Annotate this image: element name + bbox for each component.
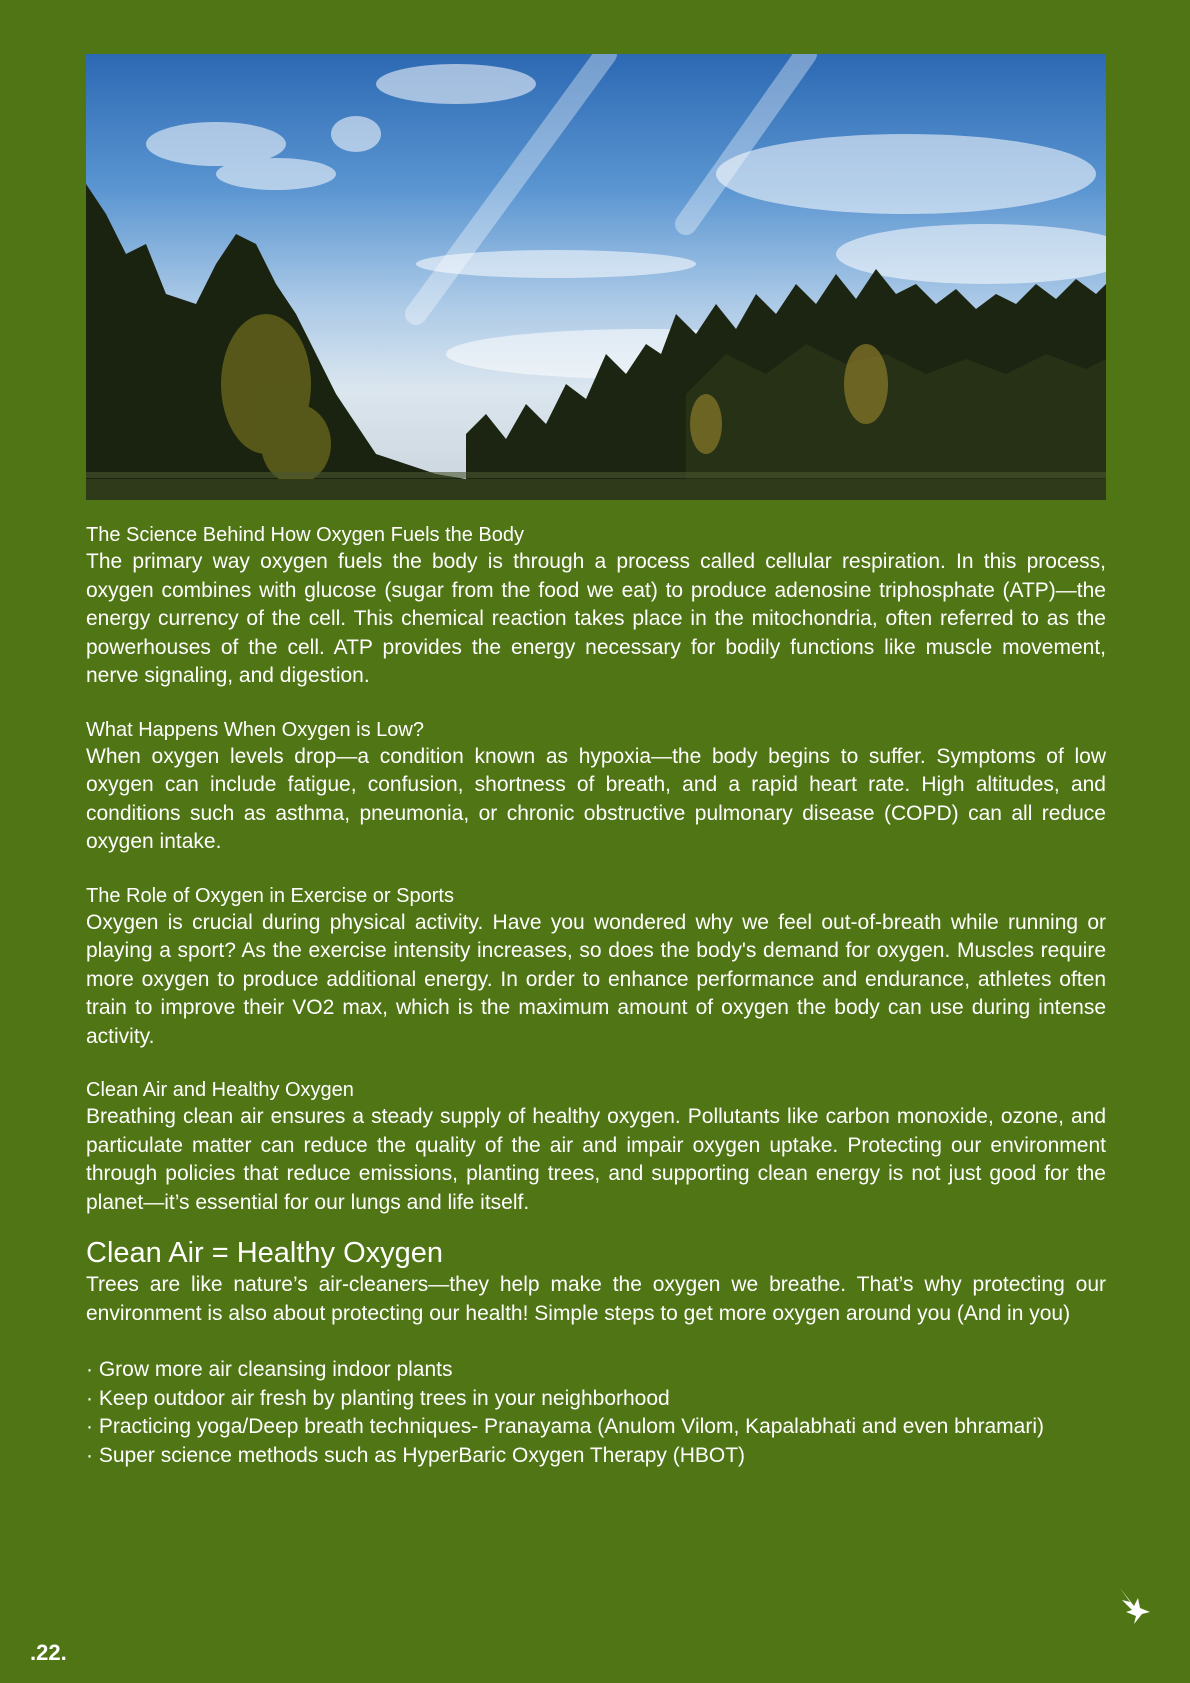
- list-item: · Practicing yoga/Deep breath techniques- Pranayama (Anulom Vilom, Kapalabhati and even bhramari): [86, 1415, 1044, 1438]
- tips-list: [86, 1356, 1106, 1470]
- section-paragraph: When oxygen levels drop—a condition known as hypoxia—the body begins to suffer. Symptoms of low oxygen can include fatigue, confusion, shortness of breath, and a rapid heart rate. High altitudes, and conditions such as asthma, pneumonia, or chronic obstructive pulmonary disease (COPD) can all reduce oxygen intake.: [86, 744, 1106, 853]
- article-body: [86, 522, 1106, 1470]
- list-item: · Keep outdoor air fresh by planting trees in your neighborhood: [86, 1386, 670, 1410]
- list-item: · Super science methods such as HyperBaric Oxygen Therapy (HBOT): [86, 1443, 746, 1467]
- section-paragraph: The primary way oxygen fuels the body is through a process called cellular respiration. In this process, oxygen combines with glucose (sugar from the food we eat) to produce adenosine triphosphate (ATP)—the energy currency of the cell. This chemical reaction takes place in the mitochondria, often referred to as the powerhouses of the cell. ATP provides the energy necessary for bodily functions like muscle movement, nerve signaling, and digestion.: [86, 550, 1106, 687]
- landscape-illustration: [86, 54, 1106, 500]
- section-cellular-respiration: [86, 522, 1106, 691]
- list-item: · Grow more air cleansing indoor plants: [86, 1358, 453, 1381]
- hero-photo: [86, 54, 1106, 500]
- section-heading: The Role of Oxygen in Exercise or Sports: [86, 884, 454, 907]
- bird-logo-icon: [1116, 1586, 1152, 1626]
- section-paragraph: Oxygen is crucial during physical activity. Have you wondered why we feel out-of-breath while running or playing a sport? As the exercise intensity increases, so does the body's demand for oxygen. Muscles require more oxygen to produce additional energy. In order to enhance performance and endurance, athletes often train to improve their VO2 max, which is the maximum amount of oxygen the body can use during intense activity.: [86, 910, 1106, 1048]
- section-heading: Clean Air and Healthy Oxygen: [86, 1079, 354, 1101]
- feature-section: [86, 1235, 1106, 1470]
- section-heading: What Happens When Oxygen is Low?: [86, 718, 424, 741]
- feature-heading: Clean Air = Healthy Oxygen: [86, 1237, 444, 1269]
- feature-paragraph: Trees are like nature’s air-cleaners—they help make the oxygen we breathe. That’s why protecting our environment is also about protecting our health! Simple steps to get more oxygen around you (And in you): [86, 1273, 1106, 1325]
- section-exercise: [86, 883, 1106, 1052]
- page-number: .22.: [30, 1640, 67, 1665]
- section-paragraph: Breathing clean air ensures a steady supply of healthy oxygen. Pollutants like carbon monoxide, ozone, and particulate matter can reduce the quality of the air and impair oxygen uptake. Protecting our environment through policies that reduce emissions, planting trees, and supporting clean energy is not just good for the planet—it’s essential for our lungs and life itself.: [86, 1105, 1106, 1214]
- section-clean-air: [86, 1077, 1106, 1217]
- section-low-oxygen: [86, 717, 1106, 857]
- section-heading: The Science Behind How Oxygen Fuels the Body: [86, 524, 525, 546]
